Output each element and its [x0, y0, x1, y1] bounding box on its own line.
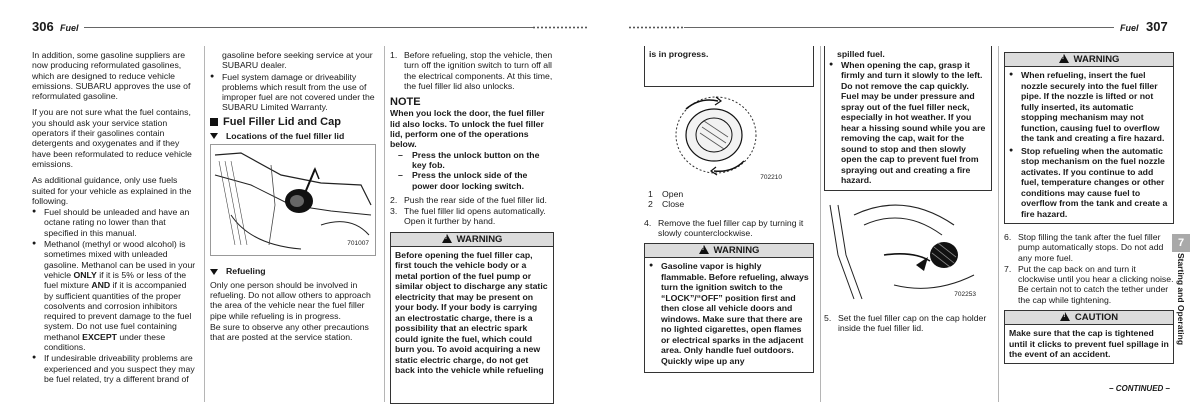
- bullet-item: ● Fuel system damage or driveability problems which result from the use of improper fuel are not covered under the SUBARU Limited Warranty.: [210, 72, 378, 113]
- figure-legend-item: 1 Open: [648, 189, 684, 199]
- square-bullet-icon: [210, 118, 218, 126]
- figure-fuel-lid-location: [210, 144, 376, 256]
- bullet-item: ● Stop refueling when the automatic stop mechanism on the fuel nozzle activates. If you continue to add fuel, temperature changes or other conditions may cause fuel to overflow from the tank and create a fire hazard.: [1009, 146, 1169, 220]
- warning-box-continued: [824, 46, 992, 191]
- chapter-tab-number: 7: [1172, 234, 1190, 252]
- right-col-3: [1004, 50, 1174, 364]
- section-heading: Fuel Filler Lid and Cap: [210, 117, 378, 127]
- left-page: [0, 0, 590, 402]
- bullet-item: ● Fuel should be unleaded and have an octane rating no lower than that specified in this manual.: [32, 207, 197, 238]
- header-rule: [84, 27, 534, 28]
- step-item: 7. Put the cap back on and turn it clockwise until you hear a clicking noise. Be certain not to catch the tether under the cap while tightening.: [1004, 263, 1174, 305]
- triangle-icon: [210, 133, 218, 139]
- step-item: 6. Stop filling the tank after the fuel filler pump automatically stops. Do not add any more fuel.: [1004, 232, 1164, 263]
- header-rule: [684, 27, 1114, 28]
- figure-legend-item: 2 Close: [648, 199, 685, 210]
- subheading: Refueling: [210, 266, 378, 276]
- note-dash-item: – Press the unlock side of the power door locking switch.: [398, 170, 528, 191]
- caution-box: [1004, 310, 1174, 364]
- column-divider: [384, 46, 385, 402]
- figure-fuel-cap: [644, 87, 812, 187]
- column-divider: [998, 46, 999, 402]
- figure-code: 702210: [760, 173, 782, 181]
- header-dots: [628, 25, 684, 30]
- bullet-item: ● If undesirable driveability problems are experienced and you suspect they may be fuel related, try a different brand of: [32, 353, 197, 384]
- warning-text: is in progress.: [649, 49, 709, 59]
- figure-cap-holder: [824, 195, 992, 305]
- chapter-tab: [1166, 246, 1196, 356]
- left-col-3: [390, 50, 554, 404]
- caution-icon: [1060, 312, 1070, 321]
- warning-body: [645, 258, 813, 370]
- column-divider: [820, 46, 821, 402]
- page-section-left: Fuel: [60, 23, 79, 33]
- right-col-1: [644, 50, 814, 373]
- paragraph: As additional guidance, only use fuels suited for your vehicle as explained in the following.: [32, 175, 192, 206]
- note-dash-item: – Press the unlock button on the key fob.: [398, 149, 540, 170]
- note-title: NOTE: [390, 96, 421, 109]
- step-item: 3. The fuel filler lid opens automatically. Open it further by hand.: [390, 206, 546, 227]
- warning-icon: [442, 234, 452, 243]
- continued-label: – CONTINUED –: [1109, 384, 1170, 393]
- figure-code: 702253: [954, 291, 976, 299]
- warning-body: [1005, 67, 1173, 223]
- header-dots: [532, 25, 588, 30]
- right-col-2: [824, 50, 992, 334]
- chapter-tab-label: Starting and Operating: [1176, 252, 1186, 346]
- warning-body: [825, 46, 991, 190]
- right-page-header: [628, 20, 1188, 34]
- fuel-cap-illustration: [644, 87, 812, 187]
- left-col-1: [32, 50, 197, 385]
- paragraph: Be sure to observe any other precautions that are posted at the service station.: [210, 321, 369, 343]
- bullet-item: ● When opening the cap, grasp it firmly and turn it slowly to the left. Do not remove the cap quickly. Fuel may be under pressure and spray out of the fuel filler neck, especially in hot weather. If you hear a hissing sound while you are removing the cap, wait for the sound to stop and then slowly open the cap to prevent fuel from spraying out and creating a fire hazard.: [829, 60, 987, 186]
- left-page-header: [32, 20, 592, 34]
- subheading: Locations of the fuel filler lid: [210, 131, 378, 141]
- warning-box-continued: [644, 46, 814, 87]
- step-item: 2. Push the rear side of the fuel filler lid.: [390, 194, 547, 205]
- bullet-item: ● Gasoline vapor is highly flammable. Before refueling, always turn the ignition switch to the “LOCK”/“OFF” position first and then close all vehicle doors and windows. Make sure that there are no lighted cigarettes, open flames or electrical sparks in the adjacent area. Only handle fuel outdoors. Quickly wipe up any: [649, 261, 809, 366]
- step-item: 5. Set the fuel filler cap on the cap holder inside the fuel filler lid.: [824, 312, 987, 333]
- right-page: [628, 0, 1200, 402]
- warning-text: spilled fuel.: [837, 49, 885, 59]
- paragraph: In addition, some gasoline suppliers are now producing reformulated gasolines, which are designed to reduce vehicle emissions. SUBARU approves the use of reformulated gasoline.: [32, 50, 191, 102]
- paragraph: If you are not sure what the fuel contains, you should ask your service station operators if their gasolines contain detergents and oxygenates and if they have been reformulated to reduce vehicle emissions.: [32, 107, 192, 169]
- page-number-right: 307: [1146, 19, 1168, 34]
- left-col-2: [210, 50, 378, 348]
- note-text: When you lock the door, the fuel filler lid also locks. To unlock the fuel filler lid, perform one of the operations below.: [390, 108, 545, 150]
- warning-header: !WARNING: [1005, 53, 1173, 67]
- warning-box: [390, 232, 554, 404]
- page-section-right: Fuel: [1120, 23, 1139, 33]
- column-divider: [204, 46, 205, 402]
- caution-header: !CAUTION: [1005, 311, 1173, 325]
- figure-code: 701007: [347, 240, 369, 248]
- warning-icon: [699, 245, 709, 254]
- warning-header: !WARNING: [645, 244, 813, 258]
- caution-text: Make sure that the cap is tightened until it clicks to prevent fuel spillage in the event of an accident.: [1009, 328, 1169, 360]
- warning-box: [1004, 52, 1174, 224]
- warning-icon: [1059, 54, 1069, 63]
- bullet-item: ● When refueling, insert the fuel nozzle securely into the fuel filler pipe. If the nozzle is lifted or not fully inserted, its automatic stopping mechanism may not function, causing fuel to overflow the tank and creating a fire hazard.: [1009, 70, 1169, 144]
- paragraph: Only one person should be involved in refueling. Do not allow others to approach the area of the vehicle near the fuel filler pipe while refueling is in progress.: [210, 279, 371, 321]
- step-item: 4. Remove the fuel filler cap by turning it slowly counterclockwise.: [644, 217, 804, 238]
- warning-text: Before opening the fuel filler cap, first touch the vehicle body or a metal portion of the fuel pump or similar object to discharge any static electricity that may be present on your body. If your body is carrying an electrostatic charge, there is a possibility that an electric spark could ignite the fuel, which could burn you. To avoid acquiring a new static electric charge, do not get back into the vehicle while refueling: [395, 249, 548, 376]
- warning-header: !WARNING: [391, 233, 553, 247]
- bullet-item: ● Methanol (methyl or wood alcohol) is sometimes mixed with unleaded gasoline. Methanol can be used in your vehicle ONLY if it is 5% or less of the fuel mixture AND if it is accompanied by sufficient quantities of the proper cosolvents and corrosion inhibitors required to prevent damage to the fuel system. Do not use fuel containing methanol EXCEPT under these conditions.: [32, 239, 197, 352]
- triangle-icon: [210, 269, 218, 275]
- step-item: 1. Before refueling, stop the vehicle, then turn off the ignition switch to turn off all the electrical components. At this time, the fuel filler lid also unlocks.: [390, 50, 553, 91]
- cap-holder-illustration: [824, 195, 992, 305]
- page-number-left: 306: [32, 19, 54, 34]
- paragraph: gasoline before seeking service at your SUBARU dealer.: [222, 50, 373, 71]
- warning-box: [644, 243, 814, 373]
